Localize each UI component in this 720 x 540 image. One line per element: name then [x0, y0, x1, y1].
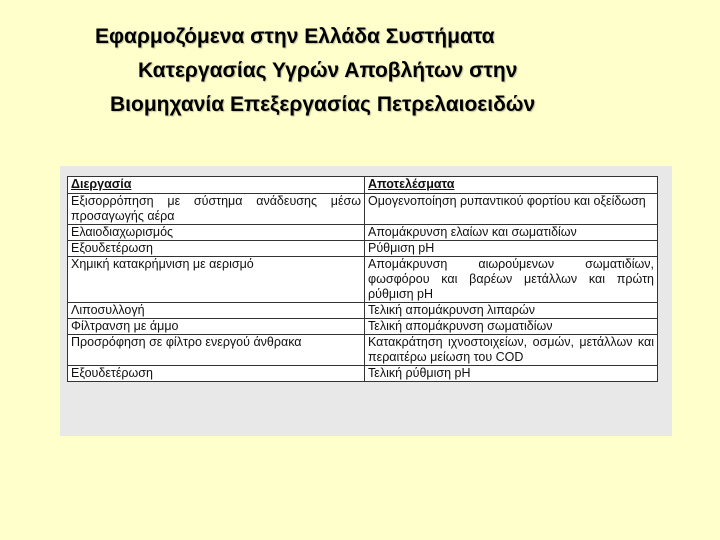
table-row [68, 366, 658, 382]
table-row [68, 225, 658, 241]
table-header-row [68, 177, 658, 194]
table-row [68, 194, 658, 225]
result-cell: Τελική απομάκρυνση σωματιδίων [365, 319, 658, 335]
table-container [67, 176, 657, 382]
column-header-results: Αποτελέσματα [365, 177, 658, 194]
process-cell: Φίλτρανση με άμμο [68, 319, 365, 335]
table-row [68, 303, 658, 319]
table-row [68, 241, 658, 257]
table-row [68, 257, 658, 303]
result-cell: Τελική ρύθμιση pH [365, 366, 658, 382]
title-line-1: Εφαρμοζόμενα στην Ελλάδα Συστήματα [95, 25, 495, 48]
title-line-3: Βιομηχανία Επεξεργασίας Πετρελαιοειδών [110, 93, 536, 116]
process-cell: Ελαιοδιαχωρισμός [68, 225, 365, 241]
result-cell: Ρύθμιση pH [365, 241, 658, 257]
process-cell: Λιποσυλλογή [68, 303, 365, 319]
table-row [68, 319, 658, 335]
slide-title [0, 20, 720, 122]
table-image-frame [60, 166, 672, 436]
result-cell: Κατακράτηση ιχνοστοιχείων, οσμών, μετάλλων και περαιτέρω μείωση του COD [365, 335, 658, 366]
process-cell: Εξουδετέρωση [68, 241, 365, 257]
result-cell: Τελική απομάκρυνση λιπαρών [365, 303, 658, 319]
process-cell: Εξουδετέρωση [68, 366, 365, 382]
result-cell: Ομογενοποίηση ρυπαντικού φορτίου και οξείδωση [365, 194, 658, 225]
process-results-table [67, 176, 658, 382]
process-cell: Εξισορρόπηση με σύστημα ανάδευσης μέσω προσαγωγής αέρα [68, 194, 365, 225]
column-header-process: Διεργασία [68, 177, 365, 194]
table-row [68, 335, 658, 366]
result-cell: Απομάκρυνση αιωρούμενων σωματιδίων, φωσφόρου και βαρέων μετάλλων και πρώτη ρύθμιση pH [365, 257, 658, 303]
process-cell: Προσρόφηση σε φίλτρο ενεργού άνθρακα [68, 335, 365, 366]
result-cell: Απομάκρυνση ελαίων και σωματιδίων [365, 225, 658, 241]
title-line-2: Κατεργασίας Υγρών Αποβλήτων στην [138, 59, 518, 82]
process-cell: Χημική κατακρήμνιση με αερισμό [68, 257, 365, 303]
